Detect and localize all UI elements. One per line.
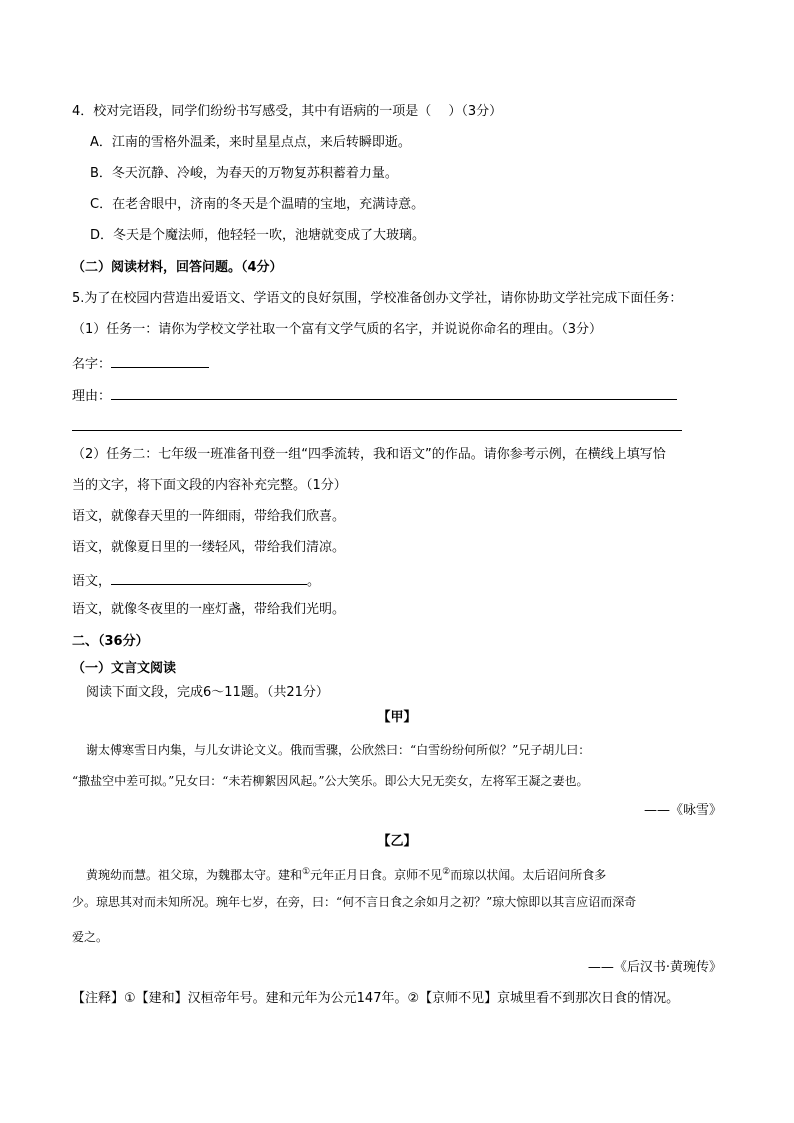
note-marker-1: ① — [302, 867, 311, 877]
name-row — [72, 354, 209, 373]
q4-option-a: A．江南的雪格外温柔，来时星星点点，来后转瞬即逝。 — [90, 135, 411, 150]
q4-option-b: B．冬天沉静、冷峻，为春天的万物复苏积蓄着力量。 — [90, 166, 398, 181]
winter-sentence: 语文，就像冬夜里的一座灯盏，带给我们光明。 — [72, 602, 346, 617]
reason-label: 理由： — [72, 389, 112, 404]
q4-stem: 4．校对完语段，同学们纷纷书写感受，其中有语病的一项是（ ）（3分） — [72, 104, 503, 119]
annotation-notes: 【注释】①【建和】汉桓帝年号。建和元年为公元147年。②【京师不见】京城里看不到那次日食的情况。 — [72, 991, 680, 1006]
text-yi-line1-a: 黄琬幼而慧。祖父琼，为魏郡太守。建和 — [86, 868, 303, 882]
reason-answer-line-2[interactable] — [72, 430, 682, 431]
text-yi-line1 — [86, 864, 606, 883]
task1-text: （1）任务一：请你为学校文学社取一个富有文学气质的名字，并说说你命名的理由。（3分） — [72, 322, 603, 337]
section-heading: （二）阅读材料，回答问题。（4分） — [72, 260, 283, 275]
autumn-prefix: 语文， — [72, 574, 112, 589]
name-answer-blank[interactable] — [111, 354, 209, 368]
autumn-answer-blank[interactable] — [111, 571, 307, 585]
text-jia-line1: 谢太傅寒雪日内集，与儿女讲论文义。俄而雪骤，公欣然曰：“白雪纷纷何所似？”兄子胡儿曰： — [86, 743, 591, 757]
text-jia-line2: “撒盐空中差可拟。”兄女曰：“未若柳絮因风起。”公大笑乐。即公大兄无奕女，左将军王凝之妻也。 — [72, 774, 589, 788]
name-label: 名字： — [72, 357, 112, 372]
part2-heading: 二、（36分） — [72, 634, 149, 649]
text-yi-line3: 爱之。 — [72, 930, 109, 944]
text-yi-label: 【乙】 — [377, 834, 417, 849]
reason-answer-blank[interactable] — [111, 386, 677, 400]
spring-sentence: 语文，就像春天里的一阵细雨，带给我们欣喜。 — [72, 509, 346, 524]
reading-instruction: 阅读下面文段，完成6～11题。（共21分） — [86, 685, 329, 700]
q4-option-d: D．冬天是个魔法师，他轻轻一吹，池塘就变成了大玻璃。 — [90, 228, 426, 243]
text-jia-source: ——《咏雪》 — [643, 803, 722, 818]
text-jia-label: 【甲】 — [377, 710, 417, 725]
q5-stem: 5.为了在校园内营造出爱语文、学语文的良好氛围，学校准备创办文学社，请你协助文学社完成下面任务： — [72, 291, 683, 306]
summer-sentence: 语文，就像夏日里的一缕轻风，带给我们清凉。 — [72, 540, 346, 555]
classical-reading-heading: （一）文言文阅读 — [72, 661, 177, 676]
text-yi-source: ——《后汉书·黄琬传》 — [587, 960, 722, 975]
q4-option-c: C．在老舍眼中，济南的冬天是个温晴的宝地，充满诗意。 — [90, 197, 425, 212]
text-yi-line2: 少。琼思其对而未知所况。琬年七岁，在旁，曰：“何不言日食之余如月之初？”琼大惊即以其言应诏而深奇 — [72, 895, 637, 909]
task2-text-line2: 当的文字，将下面文段的内容补充完整。（1分） — [72, 478, 347, 493]
reason-row — [72, 386, 677, 405]
autumn-row — [72, 571, 320, 590]
note-marker-2: ② — [442, 867, 451, 877]
task2-text-line1: （2）任务二：七年级一班准备刊登一组“四季流转，我和语文”的作品。请你参考示例，在横线上填写恰 — [72, 447, 666, 462]
text-yi-line1-b: 元年正月日食。京师不见 — [310, 868, 443, 882]
autumn-suffix: 。 — [307, 574, 321, 589]
text-yi-line1-c: 而琼以状闻。太后诏问所食多 — [450, 868, 607, 882]
